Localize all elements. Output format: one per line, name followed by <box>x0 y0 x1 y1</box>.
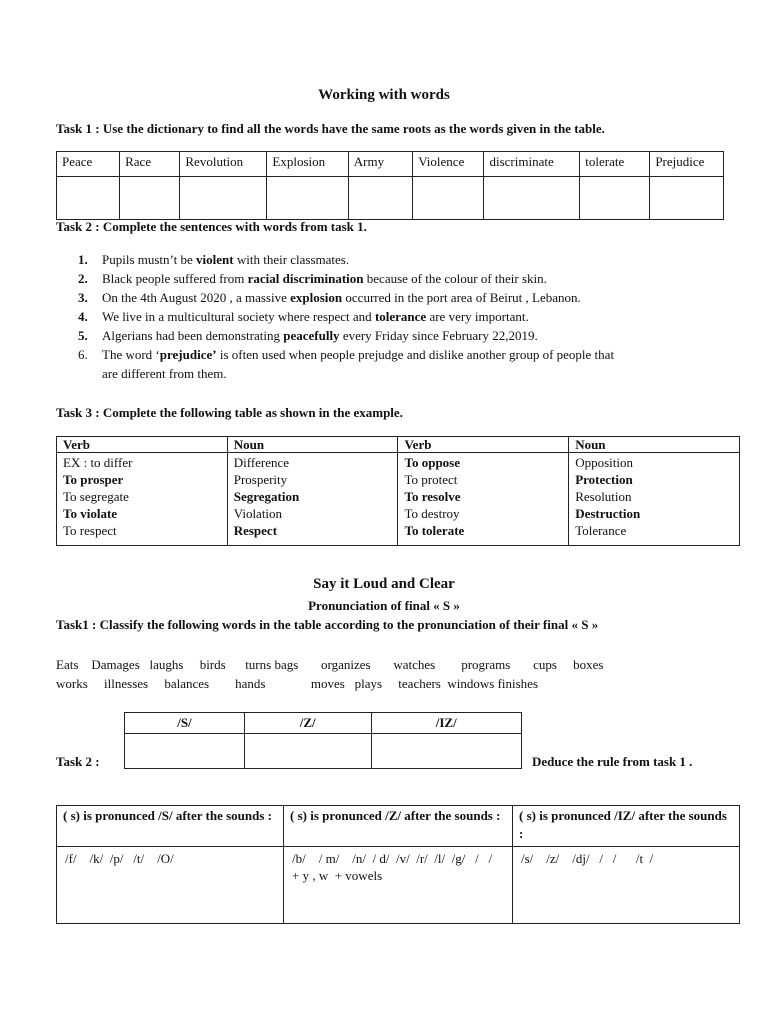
table-word: Protection <box>575 472 633 487</box>
task1-instruction: Task 1 : Use the dictionary to find all the words have the same roots as the words given in the table. <box>56 121 605 136</box>
sentence-text: On the 4th August 2020 , a massive <box>102 290 291 305</box>
rule-sounds: /b/ / m/ /n/ / d/ /v/ /r/ /l/ /g/ / / + y , w + vowels <box>284 847 513 924</box>
sentence-text: because of the colour of their skin. <box>363 271 547 286</box>
task2-instruction: Task 2 : Complete the sentences with words from task 1. <box>56 219 367 234</box>
table-word: Tolerance <box>575 523 627 538</box>
worksheet-title: Working with words <box>318 87 450 103</box>
column-header: Verb <box>57 437 228 453</box>
table-word: Segregation <box>233 489 300 504</box>
table-word: To protect <box>404 472 458 487</box>
sentence-text: every Friday since February 22,2019. <box>339 328 538 343</box>
answer-word: peacefully <box>283 328 340 343</box>
table-word: To resolve <box>404 489 461 504</box>
root-word-cell: discriminate <box>484 152 580 177</box>
sentence-text: is often used when people prejudge and dislike another group of people that <box>216 347 615 362</box>
column-header: Noun <box>569 437 740 453</box>
table-word: Difference <box>233 455 290 470</box>
rule-header: ( s) is pronunced /IZ/ after the sounds : <box>513 806 740 847</box>
word-list-line-2: works illnesses balances hands moves plays teachers windows finishes <box>56 676 539 691</box>
sentence-item <box>56 288 736 307</box>
answer-cell <box>244 734 371 769</box>
column-header: Noun <box>227 437 398 453</box>
root-word-cell: Explosion <box>267 152 348 177</box>
rule-sounds: /s/ /z/ /dj/ / / /t / <box>513 847 740 924</box>
column-header: Verb <box>398 437 569 453</box>
sentence-continuation: are different from them. <box>102 366 227 381</box>
sentence-text: Black people suffered from <box>102 271 248 286</box>
answer-cell <box>580 177 650 220</box>
table-word: To violate <box>63 506 118 521</box>
sound-header: /Z/ <box>244 713 371 734</box>
answer-word: violent <box>196 252 234 267</box>
answer-cell <box>413 177 484 220</box>
rule-header: ( s) is pronunced /S/ after the sounds : <box>57 806 284 847</box>
root-word-cell: Violence <box>413 152 484 177</box>
answer-word: tolerance <box>374 309 427 324</box>
sentence-number: 4. <box>78 309 88 324</box>
answer-cell <box>650 177 724 220</box>
answer-cell <box>484 177 580 220</box>
sentence-number: 5. <box>78 328 88 343</box>
answer-cell <box>120 177 180 220</box>
table-word: Resolution <box>575 489 632 504</box>
sound-classification-table <box>124 712 522 769</box>
section-title: Say it Loud and Clear <box>313 576 455 592</box>
table-word: To segregate <box>63 489 129 504</box>
sentence-number: 2. <box>78 271 88 286</box>
sentence-number: 6. <box>78 347 88 362</box>
root-word-cell: Army <box>348 152 412 177</box>
table-word: Opposition <box>575 455 633 470</box>
task3-table <box>56 436 740 546</box>
table-word: To oppose <box>404 455 461 470</box>
task3-instruction: Task 3 : Complete the following table as shown in the example. <box>56 405 403 420</box>
sound-header: /S/ <box>125 713 245 734</box>
pron-task2-label: Task 2 : <box>56 754 100 769</box>
section-subtitle: Pronunciation of final « S » <box>308 598 460 613</box>
sentence-item <box>56 326 736 345</box>
pron-task1-instruction: Task1 : Classify the following words in the table according to the pronunciation of their final « S » <box>56 617 599 632</box>
sentence-text: are very important. <box>426 309 529 324</box>
sentence-item <box>56 345 736 383</box>
sentence-list <box>56 250 736 383</box>
root-word-cell: Peace <box>57 152 120 177</box>
answer-word: prejudice’ <box>159 347 217 362</box>
rule-header: ( s) is pronunced /Z/ after the sounds : <box>284 806 513 847</box>
answer-cell <box>371 734 521 769</box>
word-column <box>569 453 740 546</box>
sentence-text: occurred in the port area of Beirut , Lebanon. <box>342 290 581 305</box>
table-word: EX : to differ <box>63 455 133 470</box>
root-word-cell: Revolution <box>180 152 267 177</box>
word-list-line-1: Eats Damages laughs birds turns bags organizes watches programs cups boxes <box>56 657 604 672</box>
sentence-text: with their classmates. <box>233 252 350 267</box>
task1-table <box>56 151 724 220</box>
sentence-text: We live in a multicultural society where respect and <box>102 309 375 324</box>
root-word-cell: tolerate <box>580 152 650 177</box>
answer-cell <box>180 177 267 220</box>
sentence-item <box>56 250 736 269</box>
table-word: To prosper <box>63 472 124 487</box>
answer-cell <box>125 734 245 769</box>
answer-word: racial discrimination <box>247 271 364 286</box>
sound-header: /IZ/ <box>371 713 521 734</box>
table-word: To tolerate <box>404 523 465 538</box>
word-column <box>227 453 398 546</box>
sentence-item <box>56 269 736 288</box>
table-word: To destroy <box>404 506 460 521</box>
word-column <box>57 453 228 546</box>
table-word: Destruction <box>575 506 641 521</box>
table-word: Respect <box>233 523 278 538</box>
sentence-item <box>56 307 736 326</box>
sentence-text: Algerians had been demonstrating <box>102 328 284 343</box>
sentence-number: 3. <box>78 290 88 305</box>
sentence-text: Pupils mustn’t be <box>102 252 197 267</box>
word-column <box>398 453 569 546</box>
sentence-number: 1. <box>78 252 88 267</box>
root-word-cell: Race <box>120 152 180 177</box>
answer-word: explosion <box>290 290 343 305</box>
sentence-text: The word ‘ <box>102 347 160 362</box>
table-word: Violation <box>233 506 283 521</box>
answer-cell <box>57 177 120 220</box>
answer-cell <box>267 177 348 220</box>
table-word: Prosperity <box>233 472 288 487</box>
rule-table <box>56 805 740 924</box>
root-word-cell: Prejudice <box>650 152 724 177</box>
answer-cell <box>348 177 412 220</box>
table-word: To respect <box>63 523 117 538</box>
rule-sounds: /f/ /k/ /p/ /t/ /O/ <box>57 847 284 924</box>
deduce-rule-text: Deduce the rule from task 1 . <box>532 754 693 769</box>
